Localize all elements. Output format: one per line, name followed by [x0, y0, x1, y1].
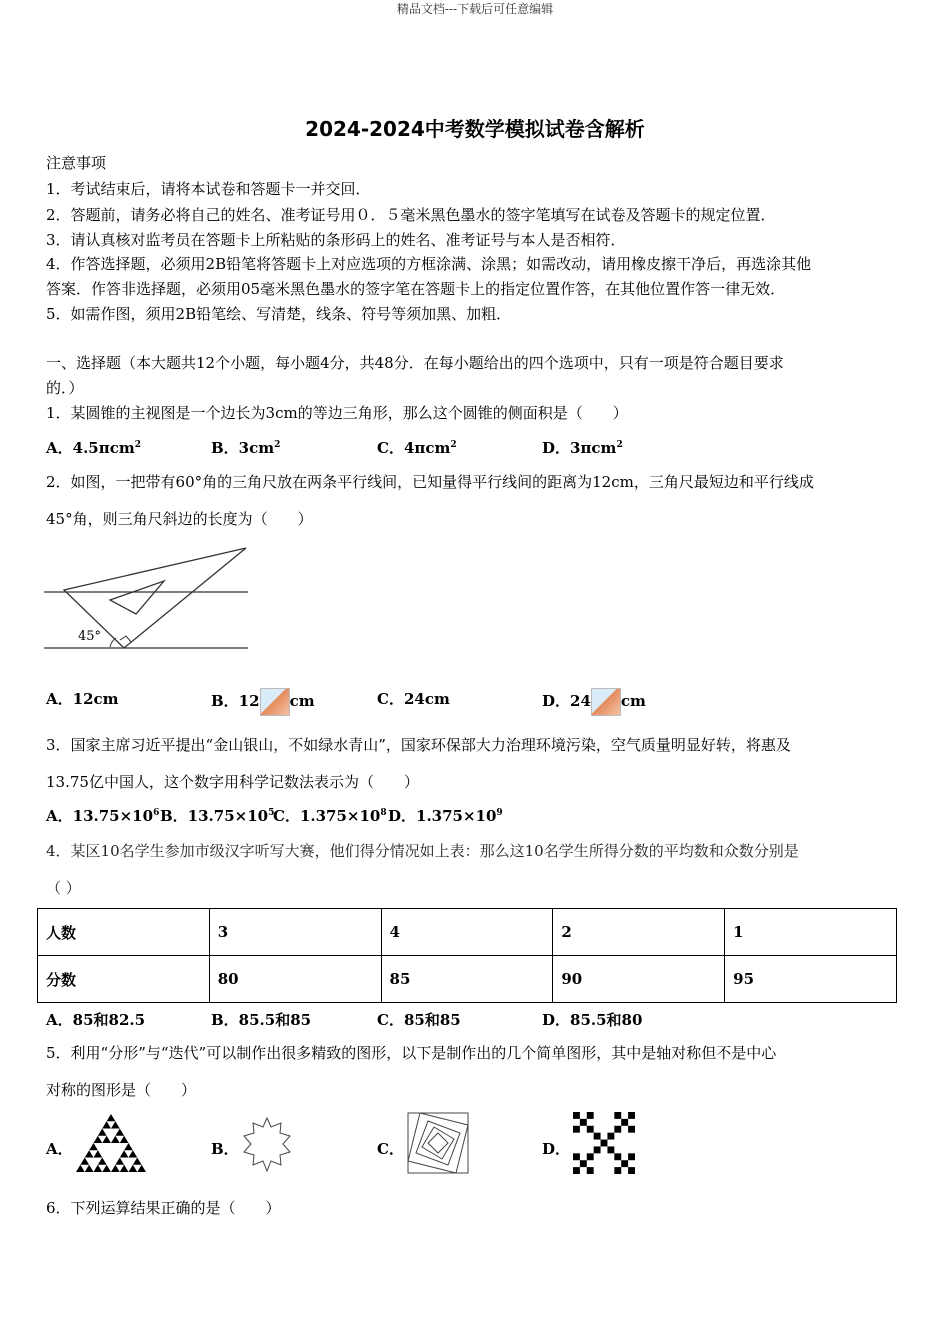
q2-option-d[interactable]: D．24 cm: [542, 688, 646, 716]
q3-option-d-exponent: 9: [496, 808, 503, 818]
table-cell: 80: [209, 956, 381, 1003]
section-heading: 一、选择题（本大题共12个小题，每小题4分，共48分．在每小题给出的四个选项中，只有一项是符合题目要求: [46, 354, 784, 372]
q5-option-b[interactable]: B．: [211, 1140, 239, 1158]
table-cell: 85: [381, 956, 553, 1003]
q3-stem-cont: 13.75亿中国人，这个数字用科学记数法表示为（ ）: [46, 773, 419, 791]
document-header-note: 精品文档---下载后可任意编辑: [396, 2, 554, 16]
q1-option-b[interactable]: B．$3cm^2$: [211, 439, 281, 457]
page-title: 2024-2024中考数学模拟试卷含解析: [305, 117, 645, 141]
q3-option-d[interactable]: D．$1.375\times 10^9$: [388, 807, 503, 825]
table-row: [38, 909, 897, 956]
q4-option-a[interactable]: A．85和82.5: [46, 1011, 146, 1029]
q4-option-c[interactable]: C．85和85: [377, 1011, 461, 1029]
notice-item-4: 4．作答选择题，必须用2B铅笔将答题卡上对应选项的方框涂满、涂黑；如需改动，请用橡皮擦干净后，再选涂其他: [46, 255, 812, 273]
q4-option-b[interactable]: B．85.5和85: [211, 1011, 312, 1029]
right-angle-marker: [120, 636, 131, 642]
section-heading-cont: 的．）: [46, 379, 84, 397]
q5-stem: 5．利用“分形”与“迭代”可以制作出很多精致的图形，以下是制作出的几个简单图形，其中是轴对称但不是中心: [46, 1044, 777, 1062]
score-table: [37, 908, 897, 1003]
q1-option-c-exponent: 2: [450, 440, 457, 450]
triangle-ruler-inner-hole: [110, 581, 164, 614]
table-cell: 4: [381, 909, 553, 956]
q2-option-c[interactable]: C．24cm: [377, 690, 450, 708]
q2-stem-cont: 45°角，则三角尺斜边的长度为（ ）: [46, 510, 313, 528]
q4-stem-cont: （ ）: [46, 879, 81, 897]
q2-triangle-ruler-figure: [44, 544, 250, 652]
q1-stem: 1．某圆锥的主视图是一个边长为3cm的等边三角形，那么这个圆锥的侧面积是（ ）: [46, 404, 628, 422]
table-cell: 分数: [38, 956, 210, 1003]
q5-option-c[interactable]: C．: [377, 1140, 404, 1158]
q2-option-b[interactable]: B．12 cm: [211, 688, 315, 716]
table-row: [38, 956, 897, 1003]
q3-option-a[interactable]: A．$13.75\times 10^6$: [46, 807, 160, 825]
q4-stem: 4．某区10名学生参加市级汉字听写大赛，他们得分情况如上表：那么这10名学生所得分数的平均数和众数分别是: [46, 842, 799, 860]
sierpinski-triangle-figure: [74, 1112, 148, 1174]
notice-item-3: 3．请认真核对监考员在答题卡上所粘贴的条形码上的姓名、准考证号与本人是否相符．: [46, 231, 626, 249]
q3-option-b-exponent: 5: [268, 808, 275, 818]
q5-option-a[interactable]: A．: [46, 1140, 73, 1158]
q3-option-c[interactable]: C．$1.375\times 10^8$: [273, 807, 387, 825]
q2-stem: 2．如图，一把带有60°角的三角尺放在两条平行线间，已知量得平行线间的距离为12cm，三角尺最短边和平行线成: [46, 473, 814, 491]
q1-option-d-exponent: 2: [616, 440, 623, 450]
q1-option-c[interactable]: C．4πcm$^2$: [377, 439, 457, 457]
q2-option-a[interactable]: A．12cm: [46, 690, 119, 708]
notice-item-4-cont: 答案．作答非选择题，必须用05毫米黑色墨水的签字笔在答题卡上的指定位置作答，在其他位置作答一律无效．: [46, 280, 786, 298]
q1-option-b-exponent: 2: [274, 440, 281, 450]
q5-option-d[interactable]: D．: [542, 1140, 571, 1158]
table-cell: 1: [725, 909, 897, 956]
table-cell: 人数: [38, 909, 210, 956]
sqrt3-image-icon: [260, 688, 290, 716]
q5-stem-cont: 对称的图形是（ ）: [46, 1081, 197, 1099]
x-fractal-squares-figure: [573, 1112, 635, 1174]
table-cell: 3: [209, 909, 381, 956]
notice-item-5: 5．如需作图，须用2B铅笔绘、写清楚，线条、符号等须加黑、加粗．: [46, 305, 512, 323]
notice-heading: 注意事项: [46, 154, 107, 172]
q1-option-a[interactable]: A．4.5πcm$^2$: [46, 439, 141, 457]
nested-rotated-squares-figure: [406, 1111, 470, 1175]
q1-option-a-exponent: 2: [134, 440, 141, 450]
angle-label: 45°: [78, 629, 102, 644]
q6-stem: 6．下列运算结果正确的是（ ）: [46, 1199, 281, 1217]
table-cell: 2: [553, 909, 725, 956]
q4-option-d[interactable]: D．85.5和80: [542, 1011, 643, 1029]
koch-snowflake-figure: [238, 1115, 296, 1175]
table-cell: 90: [553, 956, 725, 1003]
table-cell: 95: [725, 956, 897, 1003]
q3-option-a-exponent: 6: [153, 808, 160, 818]
q1-option-d[interactable]: D．3πcm$^2$: [542, 439, 623, 457]
q3-option-b[interactable]: B．$13.75\times 10^5$: [160, 807, 275, 825]
q3-option-c-exponent: 8: [380, 808, 387, 818]
q3-stem: 3．国家主席习近平提出“金山银山，不如绿水青山”，国家环保部大力治理环境污染，空气质量明显好转，将惠及: [46, 736, 791, 754]
notice-item-1: 1．考试结束后，请将本试卷和答题卡一并交回．: [46, 180, 371, 198]
notice-item-2: 2．答题前，请务必将自己的姓名、准考证号用０．５毫米黑色墨水的签字笔填写在试卷及答题卡的规定位置．: [46, 206, 776, 224]
sqrt3-image-icon: [591, 688, 621, 716]
